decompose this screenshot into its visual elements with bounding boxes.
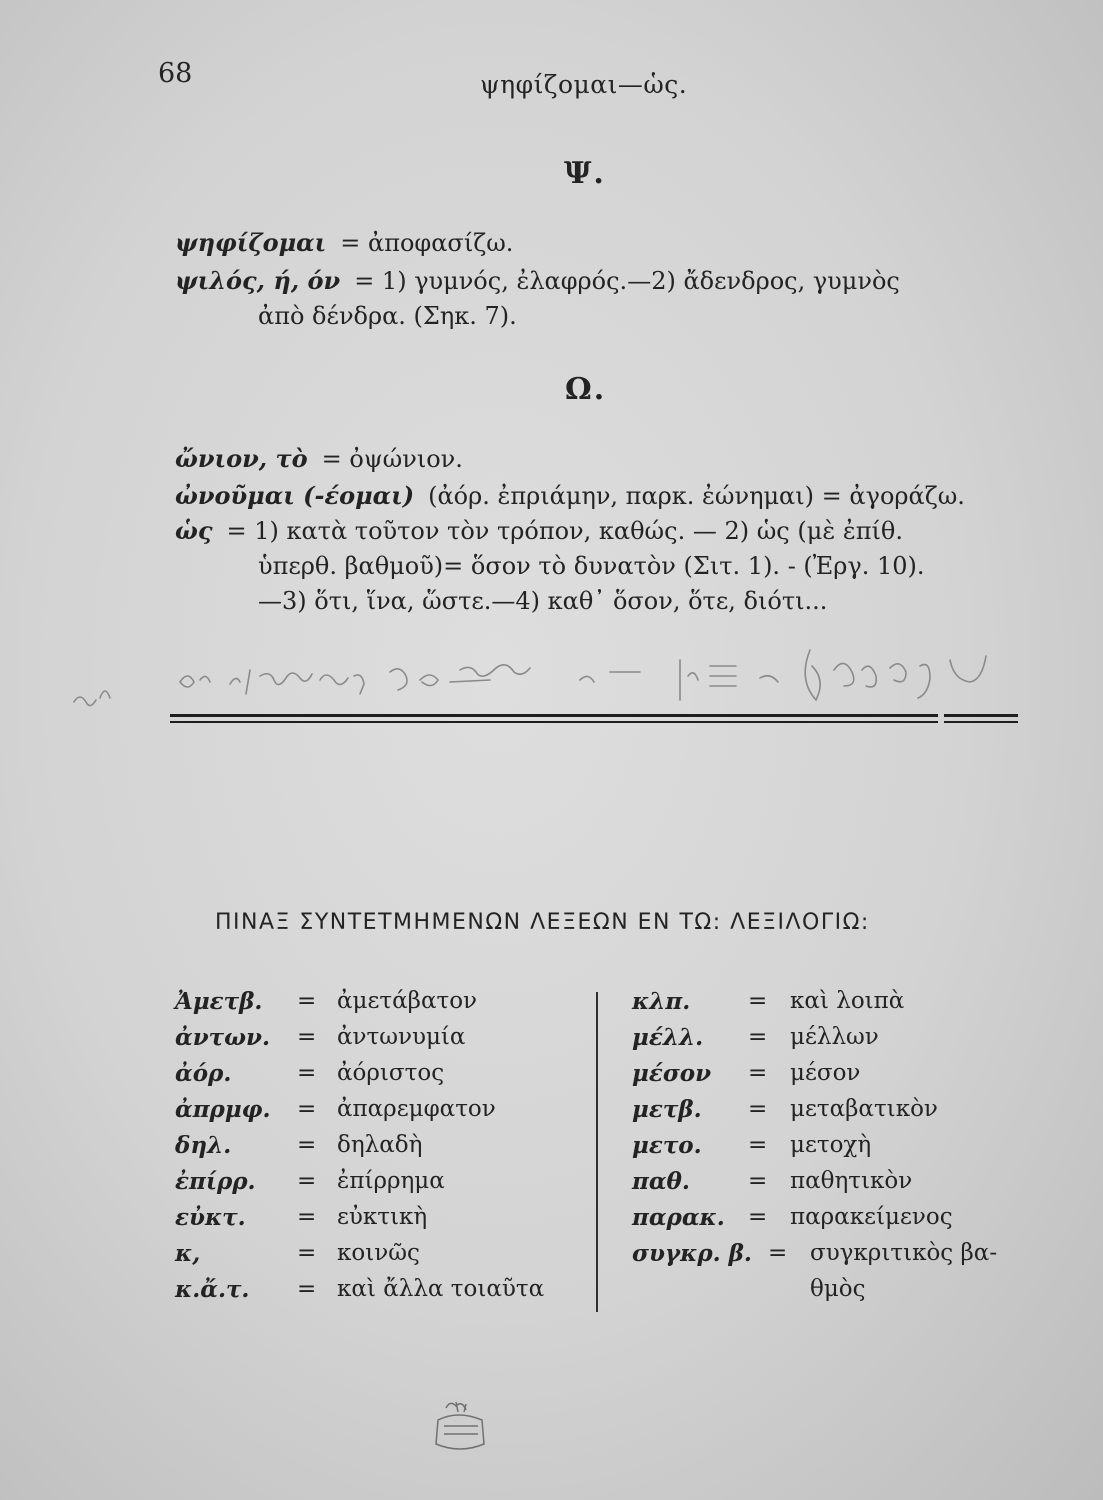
meaning: μεταβατικὸν <box>790 1096 938 1122</box>
meaning: ἀπαρεμφατον <box>337 1096 496 1122</box>
definition: = 1) κατὰ τοῦτον τὸν τρόπον, καθώς. — 2) ὡς (μὲ ἐπίθ. <box>226 517 903 545</box>
equals-sign: = <box>768 1240 788 1266</box>
running-head: ψηφίζομαι—ὡς. <box>480 70 688 99</box>
abbreviation: μέλλ. <box>632 1024 704 1051</box>
meaning: δηλαδὴ <box>337 1132 423 1158</box>
divider-rule <box>170 721 938 723</box>
divider-rule <box>170 714 938 717</box>
abbreviation: ἀόρ. <box>175 1060 232 1087</box>
meaning: ἀντωνυμία <box>337 1024 466 1050</box>
definition: = ἀποφασίζω. <box>340 229 514 257</box>
abbreviation: ἐπίρρ. <box>175 1168 256 1195</box>
meaning: κοινῶς <box>337 1240 420 1266</box>
meaning: μέλλων <box>790 1024 879 1050</box>
page-number: 68 <box>158 58 193 89</box>
equals-sign: = <box>748 1096 768 1122</box>
definition: = ὀψώνιον. <box>321 445 463 473</box>
meaning: καὶ ἄλλα τοιαῦτα <box>337 1276 545 1302</box>
equals-sign: = <box>297 1096 317 1122</box>
equals-sign: = <box>297 1024 317 1050</box>
abbreviation: Ἀμετβ. <box>175 988 263 1015</box>
entry-psifizomai <box>175 228 513 257</box>
headword: ὠνοῦμαι (-έομαι) <box>175 481 415 510</box>
equals-sign: = <box>748 1060 768 1086</box>
meaning: καὶ λοιπὰ <box>790 988 905 1014</box>
divider-rule <box>944 721 1018 723</box>
headword: ὡς <box>175 516 213 545</box>
equals-sign: = <box>748 1024 768 1050</box>
abbreviation: συγκρ. β. <box>632 1240 752 1267</box>
divider-rule <box>944 714 1018 717</box>
entry-onoumai <box>175 481 965 510</box>
abbreviation: δηλ. <box>175 1132 232 1159</box>
meaning: εὐκτικὴ <box>337 1204 428 1230</box>
headword: ψιλός, ή, όν <box>175 266 341 295</box>
meaning: ἀμετάβατον <box>337 988 478 1014</box>
abbreviation: παθ. <box>632 1168 690 1195</box>
definition: (ἀόρ. ἐπριάμην, παρκ. ἐώνημαι) = ἀγοράζω. <box>428 482 965 510</box>
meaning: μέσον <box>790 1060 861 1086</box>
equals-sign: = <box>297 988 317 1014</box>
abbreviation: ἀπρμφ. <box>175 1096 271 1123</box>
handwritten-annotation <box>70 640 1010 720</box>
entry-continuation: ὑπερθ. βαθμοῦ)= ὅσον τὸ δυνατὸν (Σιτ. 1). - (Ἐργ. 10). <box>258 552 925 580</box>
definition: = 1) γυμνός, ἐλαφρός.—2) ἄδενδρος, γυμνὸς <box>354 267 900 295</box>
entry-psilos <box>175 266 900 295</box>
abbreviation: μετβ. <box>632 1096 702 1123</box>
meaning: ἀόριστος <box>337 1060 445 1086</box>
meaning-continuation: θμὸς <box>810 1276 866 1302</box>
entry-continuation: ἀπὸ δένδρα. (Σηκ. 7). <box>258 302 517 330</box>
equals-sign: = <box>748 988 768 1014</box>
abbreviation: εὐκτ. <box>175 1204 246 1231</box>
equals-sign: = <box>297 1168 317 1194</box>
meaning: ἐπίρρημα <box>337 1168 445 1194</box>
column-divider <box>596 992 598 1312</box>
entry-continuation: —3) ὅτι, ἵνα, ὥστε.—4) καθ᾽ ὅσον, ὅτε, διότι... <box>258 587 828 615</box>
abbreviation: ἀντων. <box>175 1024 270 1051</box>
entry-onion <box>175 444 463 473</box>
section-heading-psi: Ψ. <box>564 156 606 191</box>
abbreviation: κ, <box>175 1240 201 1267</box>
equals-sign: = <box>748 1168 768 1194</box>
abbreviations-title: ΠΙΝΑΞ ΣΥΝΤΕΤΜΗΜΕΝΩΝ ΛΕΞΕΩΝ ΕΝ ΤΩ: ΛΕΞΙΛΟΓΙΩ: <box>215 910 870 935</box>
equals-sign: = <box>748 1132 768 1158</box>
entry-os <box>175 516 903 545</box>
headword: ὤνιον, τὸ <box>175 444 308 473</box>
meaning: παρακείμενος <box>790 1204 953 1230</box>
meaning: μετοχὴ <box>790 1132 872 1158</box>
equals-sign: = <box>297 1132 317 1158</box>
meaning: συγκριτικὸς βα- <box>810 1240 998 1266</box>
equals-sign: = <box>297 1276 317 1302</box>
equals-sign: = <box>297 1204 317 1230</box>
abbreviation: κ.ἄ.τ. <box>175 1276 250 1303</box>
meaning: παθητικὸν <box>790 1168 913 1194</box>
section-heading-omega: Ω. <box>565 372 607 407</box>
headword: ψηφίζομαι <box>175 228 327 257</box>
equals-sign: = <box>297 1060 317 1086</box>
abbreviation: κλπ. <box>632 988 691 1015</box>
abbreviation: μέσον <box>632 1060 712 1087</box>
abbreviation: μετο. <box>632 1132 702 1159</box>
equals-sign: = <box>748 1204 768 1230</box>
abbreviation: παρακ. <box>632 1204 725 1231</box>
ink-stamp-mark <box>426 1398 496 1458</box>
equals-sign: = <box>297 1240 317 1266</box>
